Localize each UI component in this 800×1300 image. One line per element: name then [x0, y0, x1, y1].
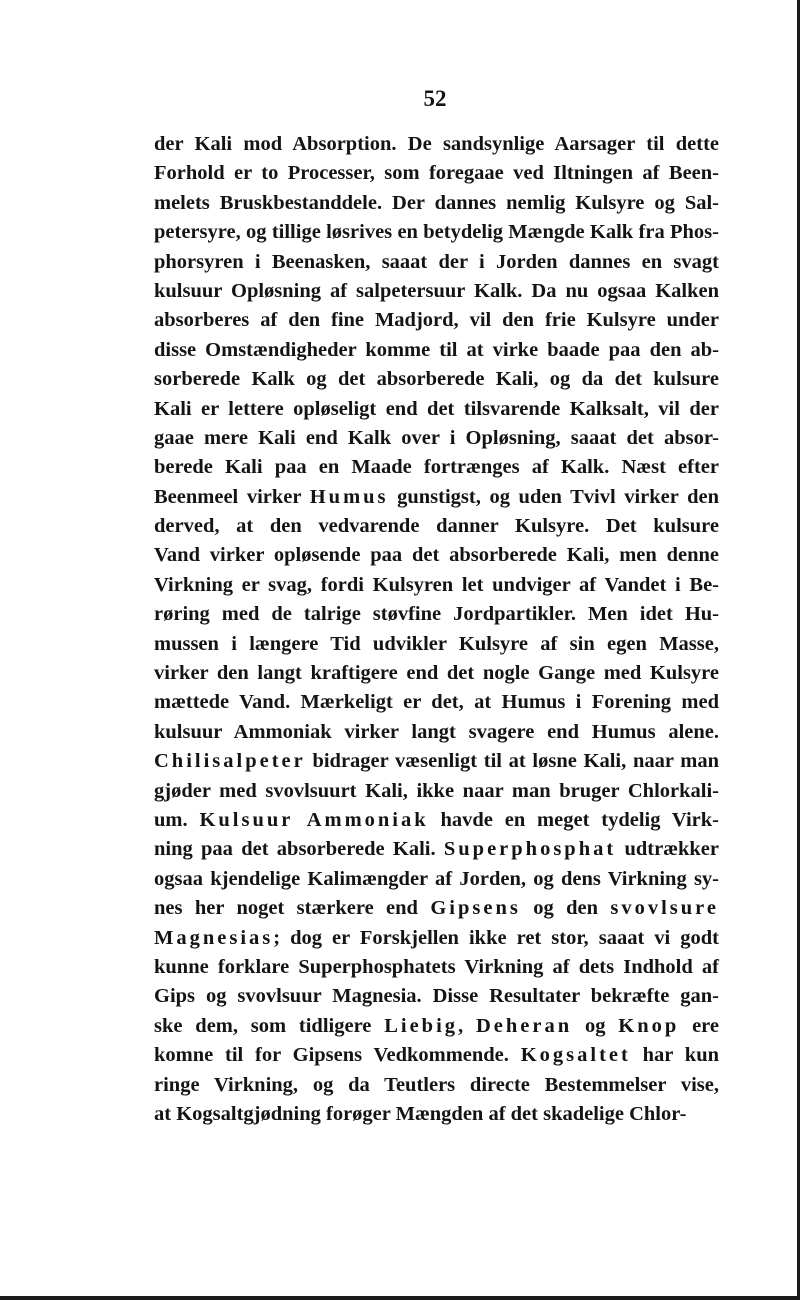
text-segment: um. [154, 808, 200, 831]
text-segment: gaae mere Kali end Kalk over i Opløsning, saaat det absor- [154, 426, 719, 449]
text-line [154, 453, 719, 482]
page-number: 52 [423, 86, 447, 111]
text-segment: Kali er lettere opløseligt end det tilsvarende Kalksalt, vil der [154, 397, 719, 420]
emphasized-text: Deheran [475, 1014, 573, 1037]
text-segment: ere [679, 1014, 720, 1037]
text-segment: og den [520, 897, 611, 920]
text-line [154, 1012, 719, 1041]
text-line [154, 659, 719, 688]
text-line [154, 541, 719, 570]
text-segment: udtrækker [616, 838, 719, 861]
text-segment: ogsaa kjendelige Kalimængder af Jorden, og dens Virkning sy- [154, 867, 719, 890]
text-line [154, 1100, 719, 1129]
text-segment: phorsyren i Beenasken, saaat der i Jorden dannes en svagt [154, 250, 719, 273]
text-segment: at Kogsaltgjødning forøger Mængden af det skadelige Chlor- [154, 1102, 687, 1125]
text-line [154, 600, 719, 629]
body-text [154, 130, 719, 1129]
text-segment: Virkning er svag, fordi Kulsyren let undviger af Vandet i Be- [154, 573, 719, 596]
text-segment: berede Kali paa en Maade fortrænges af Kalk. Næst efter [154, 456, 719, 479]
text-segment: Forhold er to Processer, som foregaae ved Iltningen af Been- [154, 162, 719, 185]
text-segment: absorberes af den fine Madjord, vil den frie Kulsyre under [154, 309, 719, 332]
text-segment: sorberede Kalk og det absorberede Kali, og da det kulsure [154, 368, 719, 391]
text-segment: ringe Virkning, og da Teutlers directe Bestemmelser vise, [154, 1073, 719, 1096]
text-line [154, 512, 719, 541]
text-segment: , [458, 1014, 476, 1037]
emphasized-text: Chilisalpeter [154, 750, 306, 773]
text-line [154, 336, 719, 365]
text-segment: og [572, 1014, 619, 1037]
text-line [154, 306, 719, 335]
text-line [154, 747, 719, 776]
emphasized-text: Kulsuur Ammoniak [199, 808, 429, 831]
text-line [154, 718, 719, 747]
text-line [154, 688, 719, 717]
text-line [154, 1071, 719, 1100]
text-segment: havde en meget tydelig Virk- [428, 808, 719, 831]
text-segment: ; dog er Forskjellen ikke ret stor, saaat vi godt [273, 926, 719, 949]
emphasized-text: Knop [618, 1014, 680, 1037]
text-line [154, 571, 719, 600]
scan-border-bottom [0, 1296, 800, 1300]
text-segment: har kun [630, 1044, 719, 1067]
text-line [154, 835, 719, 864]
text-segment: kulsuur Opløsning af salpetersuur Kalk. Da nu ogsaa Kalken [154, 279, 719, 302]
text-segment: virker den langt kraftigere end det nogle Gange med Kulsyre [154, 662, 719, 685]
text-segment: komne til for Gipsens Vedkommende. [154, 1044, 521, 1067]
emphasized-text: Superphosphat [443, 838, 617, 861]
text-segment: Gips og svovlsuur Magnesia. Disse Resultater bekræfte gan- [154, 985, 719, 1008]
text-segment: mussen i længere Tid udvikler Kulsyre af sin egen Masse, [154, 632, 719, 655]
text-line [154, 483, 719, 512]
text-segment: petersyre, og tillige løsrives en betydelig Mængde Kalk fra Phos- [154, 221, 719, 244]
text-line [154, 953, 719, 982]
text-line [154, 1041, 719, 1070]
text-line [154, 806, 719, 835]
text-line [154, 395, 719, 424]
text-segment: kunne forklare Superphosphatets Virkning af dets Indhold af [154, 955, 719, 978]
text-line [154, 777, 719, 806]
text-segment: derved, at den vedvarende danner Kulsyre. Det kulsure [154, 515, 719, 538]
text-line [154, 630, 719, 659]
text-segment: gjøder med svovlsuurt Kali, ikke naar man bruger Chlorkali- [154, 779, 719, 802]
text-line [154, 982, 719, 1011]
text-segment: Beenmeel virker [154, 485, 310, 508]
text-line [154, 894, 719, 923]
text-line [154, 159, 719, 188]
text-line [154, 189, 719, 218]
text-line [154, 218, 719, 247]
text-segment: ske dem, som tidligere [154, 1014, 385, 1037]
emphasized-text: svovlsure [610, 897, 719, 920]
text-segment: røring med de talrige støvfine Jordpartikler. Men idet Hu- [154, 603, 719, 626]
text-segment: nes her noget stærkere end [154, 897, 431, 920]
text-line [154, 424, 719, 453]
text-segment: mættede Vand. Mærkeligt er det, at Humus i Forening med [154, 691, 719, 714]
text-segment: gunstigst, og uden Tvivl virker den [388, 485, 720, 508]
text-line [154, 248, 719, 277]
emphasized-text: Liebig [384, 1014, 459, 1037]
emphasized-text: Gipsens [430, 897, 521, 920]
text-line [154, 130, 719, 159]
text-segment: Vand virker opløsende paa det absorberede Kali, men denne [154, 544, 719, 567]
emphasized-text: Humus [309, 485, 389, 508]
emphasized-text: Magnesias [154, 926, 274, 949]
text-line [154, 365, 719, 394]
text-segment: melets Bruskbestanddele. Der dannes nemlig Kulsyre og Sal- [154, 191, 719, 214]
text-line [154, 277, 719, 306]
text-segment: ning paa det absorberede Kali. [154, 838, 444, 861]
text-line [154, 924, 719, 953]
text-segment: disse Omstændigheder komme til at virke baade paa den ab- [154, 338, 719, 361]
text-segment: bidrager væsenligt til at løsne Kali, naar man [305, 750, 719, 773]
text-segment: kulsuur Ammoniak virker langt svagere end Humus alene. [154, 720, 719, 743]
text-line [154, 865, 719, 894]
text-segment: der Kali mod Absorption. De sandsynlige Aarsager til dette [154, 133, 719, 155]
emphasized-text: Kogsaltet [520, 1044, 631, 1067]
